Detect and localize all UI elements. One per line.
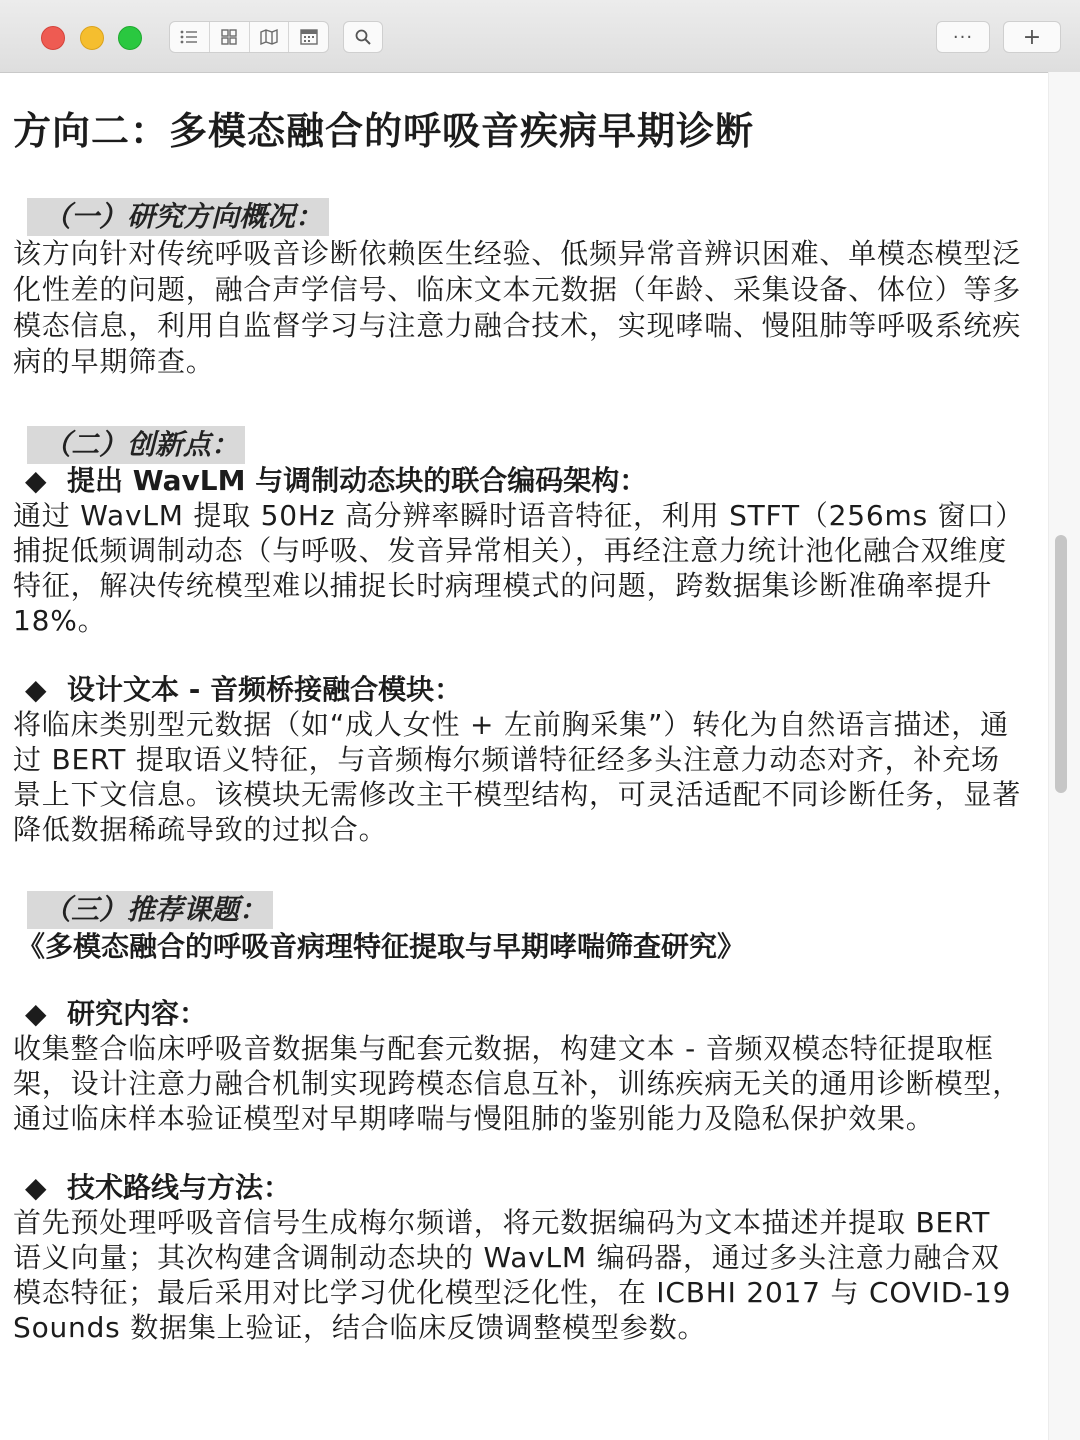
section-heading-innovation: （二）创新点： (27, 426, 245, 464)
diamond-bullet-icon: ◆ (25, 1171, 47, 1204)
section-heading-overview: （一）研究方向概况： (27, 198, 329, 236)
innovation-bullet-2-body: 将临床类别型元数据（如“成人女性 + 左前胸采集”）转化为自然语言描述，通过 BERT 提取语义特征，与音频梅尔频谱特征经多头注意力动态对齐，补充场景上下文信息。该模块无需修改主干模型结构，可灵活适配不同诊断任务，显著降低数据稀疏导致的过拟合。 (13, 708, 1022, 846)
close-window-button[interactable] (41, 26, 65, 50)
topic-bullet-1-body: 收集整合临床呼吸音数据集与配套元数据，构建文本 - 音频双模态特征提取框架，设计注意力融合机制实现跨模态信息互补，训练疾病无关的通用诊断模型，通过临床样本验证模型对早期哮喘与慢阻肺的鉴别能力及隐私保护效果。 (13, 1032, 1022, 1135)
more-button-group (936, 21, 990, 53)
bullet-title-text: 提出 WavLM 与调制动态块的联合编码架构： (67, 464, 648, 497)
search-icon (354, 28, 372, 46)
map-icon (259, 28, 279, 46)
add-button[interactable]: + (1022, 24, 1042, 50)
more-button[interactable]: ··· (952, 26, 974, 48)
bullet-title-text: 设计文本 - 音频桥接融合模块： (67, 673, 463, 706)
document-body (13, 100, 1028, 1345)
grid-view-button[interactable] (210, 22, 250, 52)
innovation-bullet-1-title (13, 464, 1028, 498)
diamond-bullet-icon: ◆ (25, 673, 47, 706)
grid-icon (220, 28, 238, 46)
list-icon (179, 29, 199, 45)
document-title: 方向二：多模态融合的呼吸音疾病早期诊断 (13, 109, 755, 153)
overview-paragraph: 该方向针对传统呼吸音诊断依赖医生经验、低频异常音辨识困难、单模态模型泛化性差的问题，融合声学信号、临床文本元数据（年龄、采集设备、体位）等多模态信息，利用自监督学习与注意力融合技术，实现哮喘、慢阻肺等呼吸系统疾病的早期筛查。 (13, 237, 1022, 378)
view-mode-segmented-control (169, 21, 329, 53)
topic-bullet-2-body: 首先预处理呼吸音信号生成梅尔频谱，将元数据编码为文本描述并提取 BERT 语义向量；其次构建含调制动态块的 WavLM 编码器，通过多头注意力融合双模态特征；最后采用对比学习优化模型泛化性，在 ICBHI 2017 与 COVID-19 Sounds 数据集上验证，结合临床反馈调整模型参数。 (13, 1206, 1012, 1344)
zoom-window-button[interactable] (118, 26, 142, 50)
bullet-title-text: 技术路线与方法： (67, 1171, 292, 1204)
window-titlebar (0, 0, 1080, 73)
innovation-bullet-2-title (13, 673, 1028, 707)
minimize-window-button[interactable] (80, 26, 104, 50)
diamond-bullet-icon: ◆ (25, 464, 47, 497)
map-view-button[interactable] (250, 22, 290, 52)
topic-bullet-1-title (13, 997, 1028, 1031)
diamond-bullet-icon: ◆ (25, 997, 47, 1030)
add-button-group (1003, 21, 1061, 53)
recommended-topic-title: 《多模态融合的呼吸音病理特征提取与早期哮喘筛查研究》 (17, 930, 746, 963)
topic-bullet-2-title (13, 1171, 1028, 1205)
innovation-bullet-1-body: 通过 WavLM 提取 50Hz 高分辨率瞬时语音特征，利用 STFT（256ms 窗口）捕捉低频调制动态（与呼吸、发音异常相关），再经注意力统计池化融合双维度特征，解决传统模型难以捕捉长时病理模式的问题，跨数据集诊断准确率提升 18%。 (13, 499, 1025, 637)
search-button[interactable] (344, 22, 382, 52)
calendar-icon (299, 28, 319, 46)
vertical-scrollbar-thumb[interactable] (1055, 535, 1067, 793)
calendar-view-button[interactable] (289, 22, 328, 52)
bullet-title-text: 研究内容： (67, 997, 208, 1030)
list-view-button[interactable] (170, 22, 210, 52)
search-button-group (343, 21, 383, 53)
section-heading-recommended-topic: （三）推荐课题： (27, 891, 273, 929)
